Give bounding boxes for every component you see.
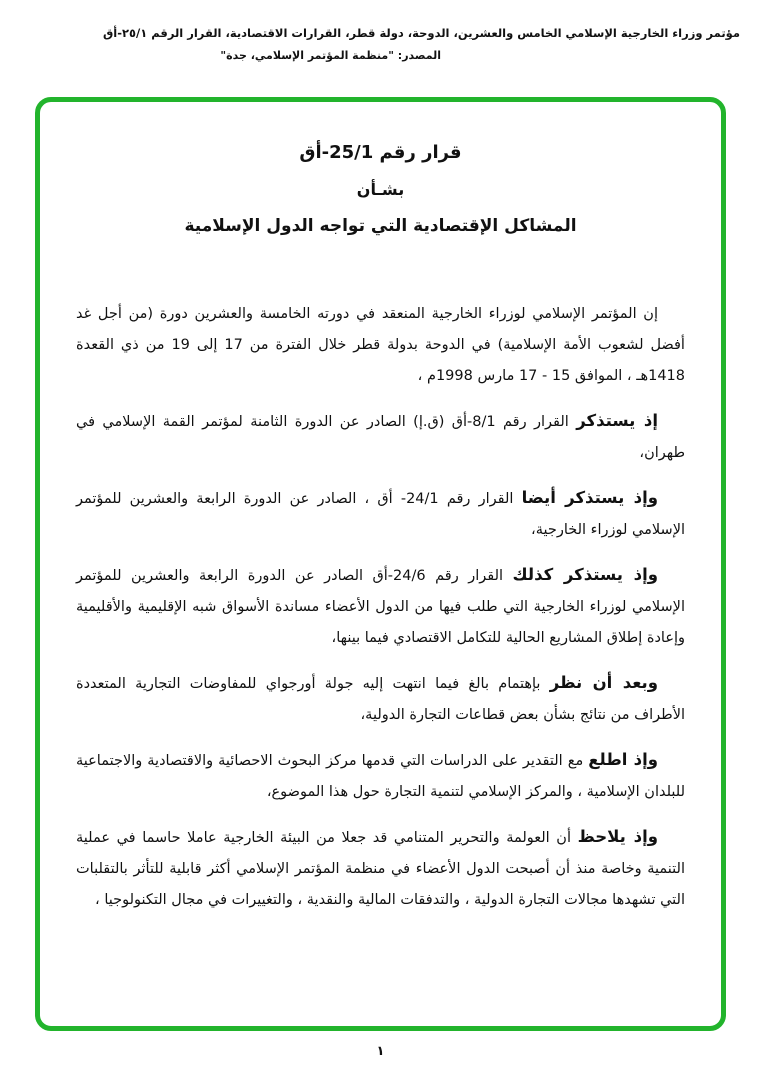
paragraph-text: إن المؤتمر الإسلامي لوزراء الخارجية المنعقد في دورته الخامسة والعشرين دورة (من أجل غد أفضل لشعوب الأمة الإسلامية) في الدوحة بدولة قطر خلال الفترة من 17 إلى 19 من ذي القعدة 1418هـ ، الموافق 15 - 17 مارس 1998م ، bbox=[76, 306, 685, 384]
paragraph-recalling-also bbox=[76, 482, 685, 546]
paragraph-text: أن العولمة والتحرير المتنامي قد جعلا من البيئة الخارجية عاملا حاسما في عملية التنمية وخاصة منذ أن أصبحت الدول الأعضاء في منظمة المؤتمر الإسلامي أكثر قابلية للتأثر بالتقلبات التي تشهدها مجالات التجارة الدولية ، والتدفقات المالية والنقدية ، والتغييرات في مجال التكنولوجيا ، bbox=[76, 830, 685, 908]
paragraph-noting bbox=[76, 821, 685, 916]
resolution-number-title: قرار رقم 25/1-أق bbox=[299, 142, 462, 163]
paragraph-lead: وإذ يلاحظ bbox=[577, 827, 658, 846]
header-source-line: المصدر: "منظمة المؤتمر الإسلامي، جدة" bbox=[220, 49, 441, 62]
title-block bbox=[0, 142, 761, 236]
paragraph-lead: وإذ يستذكر أيضا bbox=[521, 488, 658, 507]
paragraph-text: مع التقدير على الدراسات التي قدمها مركز البحوث الاحصائية والاقتصادية والاجتماعية للبلدان الإسلامية ، والمركز الإسلامي لتنمية التجارة حول هذا الموضوع، bbox=[76, 753, 685, 800]
page-number: ١ bbox=[376, 1044, 385, 1059]
resolution-body bbox=[76, 297, 685, 929]
paragraph-preamble bbox=[76, 297, 685, 392]
paragraph-having-considered bbox=[76, 667, 685, 731]
resolution-subject-title: المشاكل الإقتصادية التي تواجه الدول الإسلامية bbox=[184, 216, 577, 236]
document-header bbox=[20, 26, 740, 62]
paragraph-text: القرار رقم 24/6-أق الصادر عن الدورة الرابعة والعشرين للمؤتمر الإسلامي لوزراء الخارجية التي طلب فيها من الدول الأعضاء مساندة الأسواق شبه الإقليمية والأقليمية وإعادة إطلاق المشاريع الحالية للتكامل الاقتصادي فيما بينها، bbox=[76, 568, 685, 646]
paragraph-lead: إذ يستذكر bbox=[576, 411, 658, 430]
paragraph-text: القرار رقم 24/1- أق ، الصادر عن الدورة الرابعة والعشرين للمؤتمر الإسلامي لوزراء الخارجية، bbox=[76, 491, 685, 538]
paragraph-recalling-further bbox=[76, 559, 685, 654]
title-regarding: بشـأن bbox=[356, 180, 405, 199]
paragraph-text: القرار رقم 8/1-أق (ق.إ) الصادر عن الدورة الثامنة لمؤتمر القمة الإسلامي في طهران، bbox=[76, 414, 685, 461]
paragraph-text: بإهتمام بالغ فيما انتهت إليه جولة أورجواي للمفاوضات التجارية المتعددة الأطراف من نتائج بشأن بعض قطاعات التجارة الدولية، bbox=[76, 676, 685, 723]
paragraph-having-reviewed bbox=[76, 744, 685, 808]
paragraph-lead: وبعد أن نظر bbox=[549, 673, 658, 692]
paragraph-lead: وإذ اطلع bbox=[588, 750, 658, 769]
header-citation-line: مؤتمر وزراء الخارجية الإسلامي الخامس والعشرين، الدوحة، دولة قطر، القرارات الاقتصادية، القرار الرقم ٢٥/١-أق bbox=[103, 26, 740, 40]
paragraph-lead: وإذ يستذكر كذلك bbox=[512, 565, 658, 584]
paragraph-recalling bbox=[76, 405, 685, 469]
